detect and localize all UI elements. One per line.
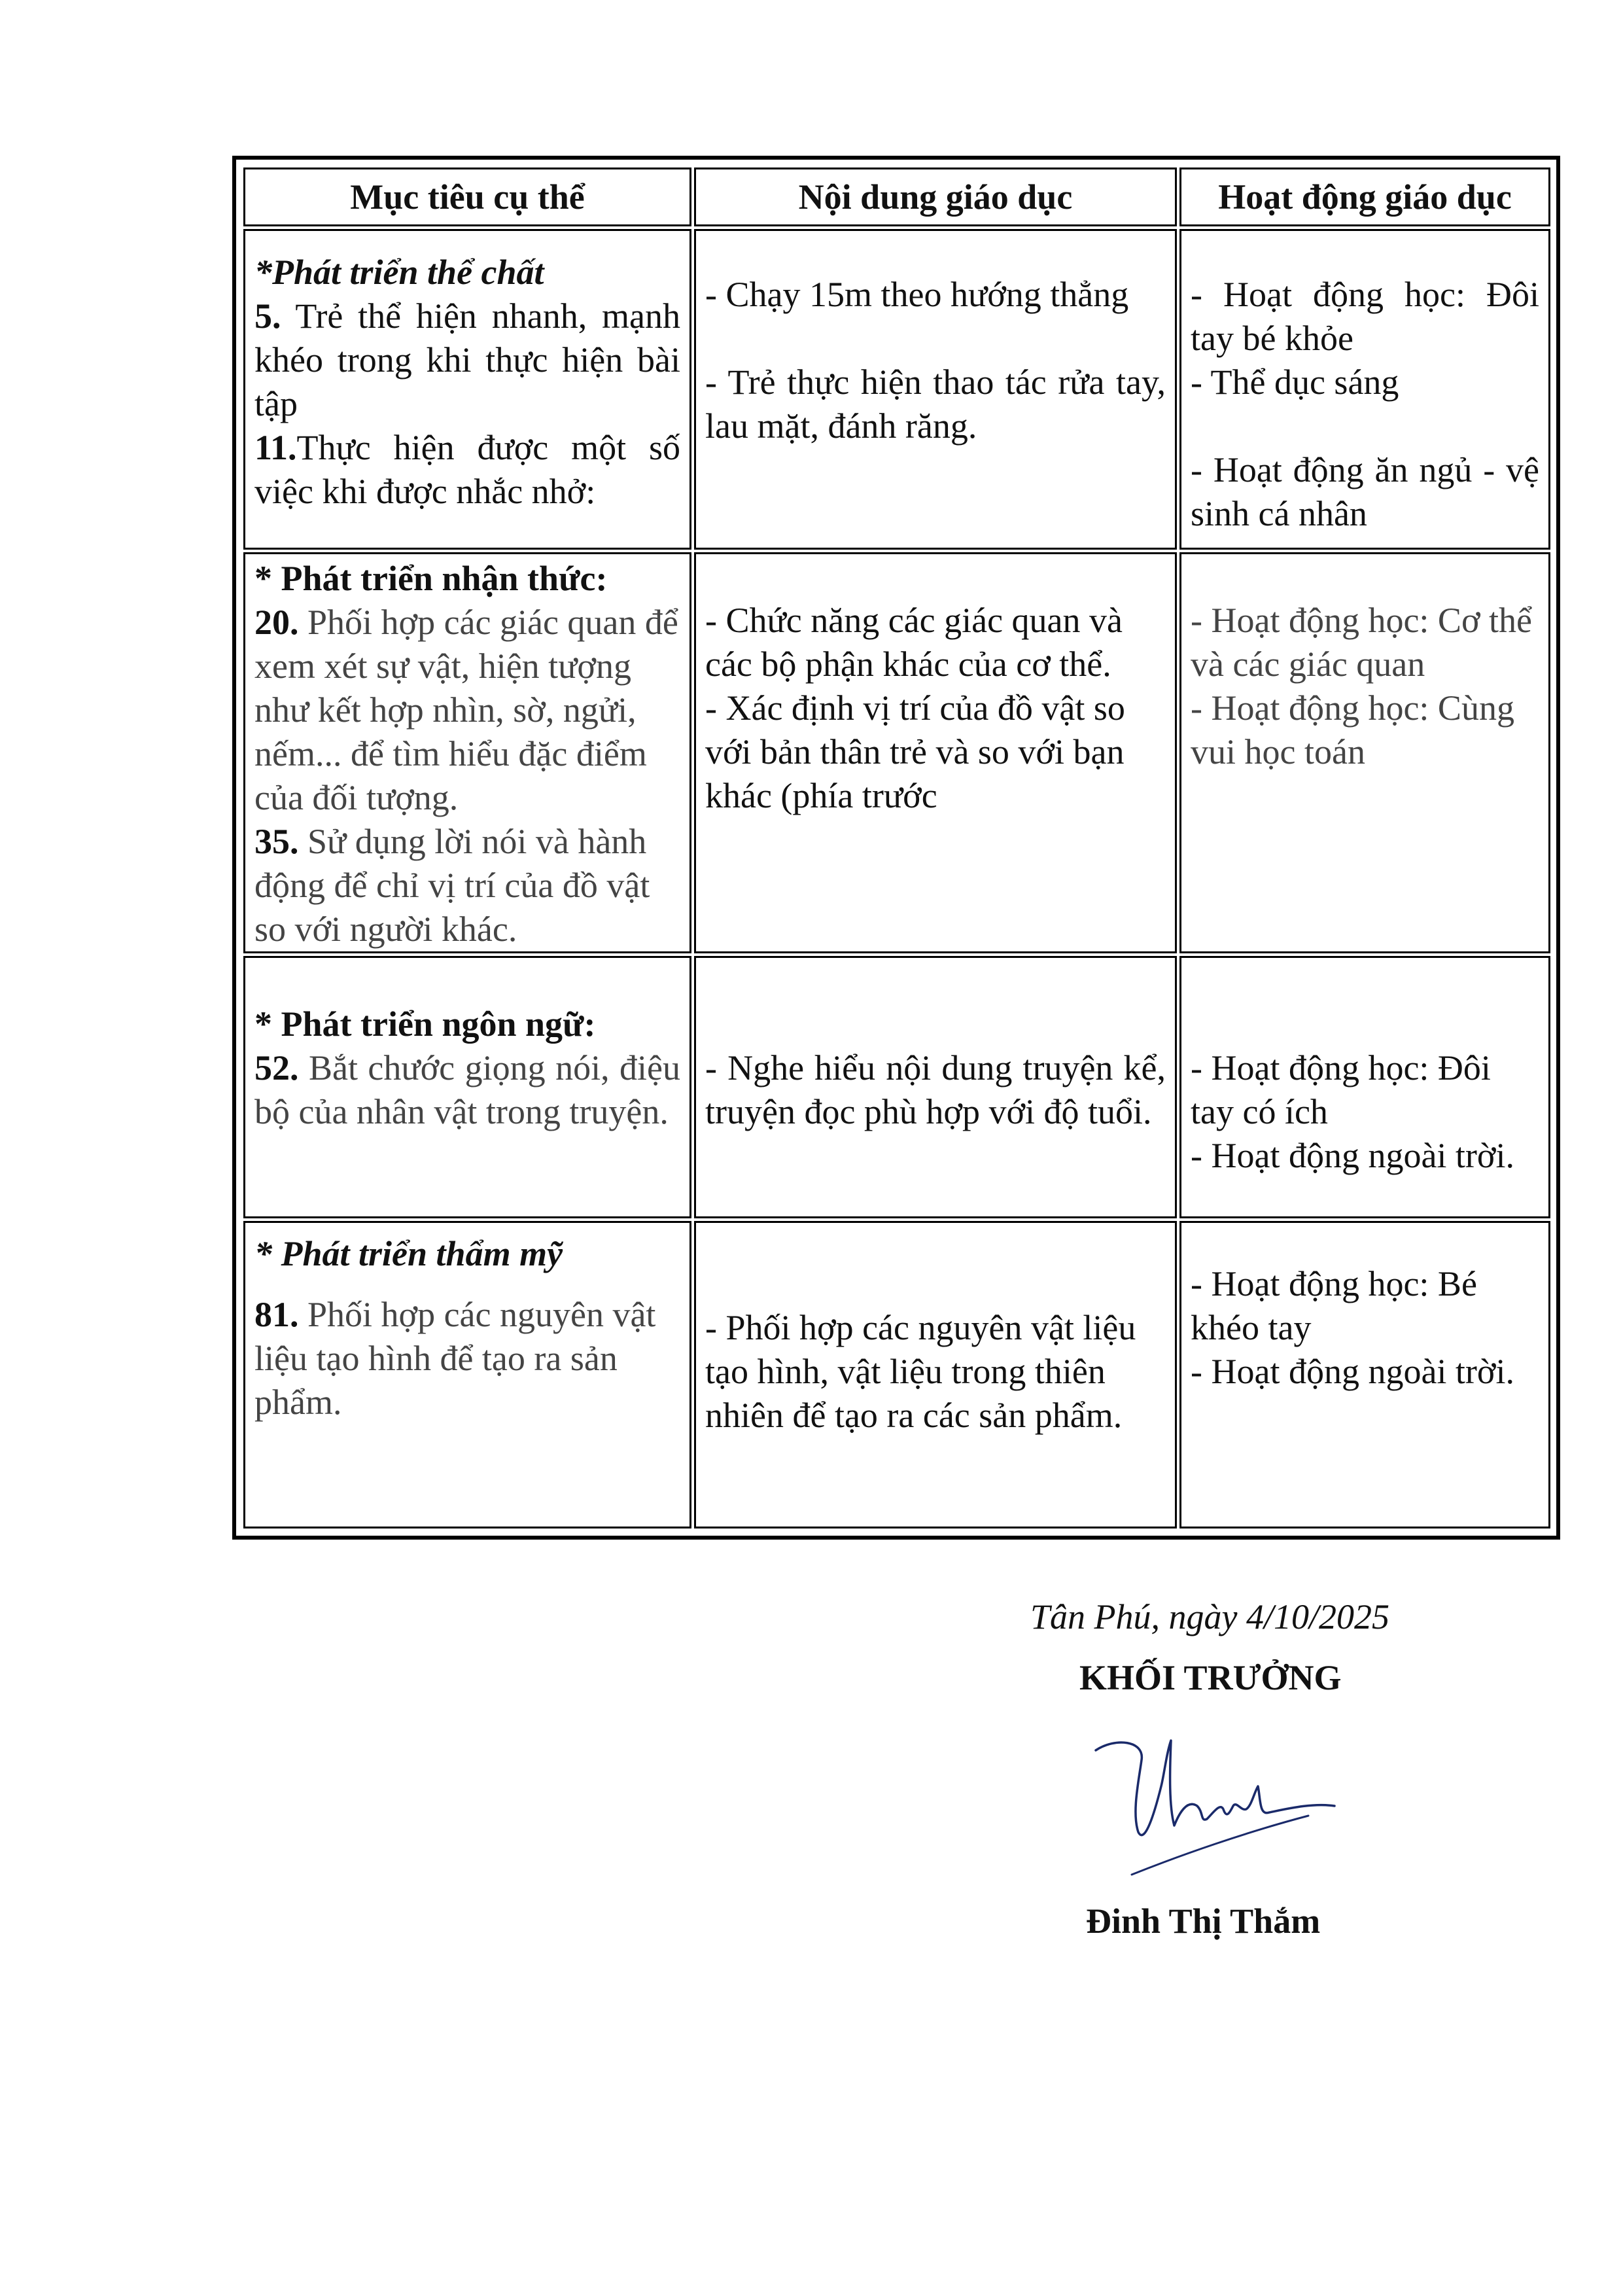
contents-cell bbox=[694, 956, 1177, 1218]
activities-cell bbox=[1179, 229, 1550, 550]
table-row bbox=[243, 956, 1550, 1218]
content-item: - Chạy 15m theo hướng thẳng bbox=[705, 275, 1129, 314]
contents-cell bbox=[694, 552, 1177, 953]
goal-text: Trẻ thể hiện nhanh, mạnh khéo trong khi thực hiện bài tập bbox=[254, 296, 680, 423]
activities-cell bbox=[1179, 956, 1550, 1218]
area-title: * Phát triển nhận thức: bbox=[254, 559, 608, 598]
activities-cell bbox=[1179, 552, 1550, 953]
activity-item: - Hoạt động ngoài trời. bbox=[1191, 1352, 1514, 1391]
activity-item: - Hoạt động học: Bé khéo tay bbox=[1191, 1264, 1477, 1347]
content-item: - Trẻ thực hiện thao tác rửa tay, lau mặt, đánh răng. bbox=[705, 362, 1166, 446]
goal-text: Bắt chước giọng nói, điệu bộ của nhân vật trong truyện. bbox=[254, 1048, 680, 1131]
table-row bbox=[243, 1221, 1550, 1528]
activity-item: - Hoạt động học: Cùng vui học toán bbox=[1191, 688, 1514, 771]
goals-cell bbox=[243, 1221, 691, 1528]
activity-item: - Thể dục sáng bbox=[1191, 362, 1399, 402]
goals-cell bbox=[243, 552, 691, 953]
activity-item: - Hoạt động học: Đôi tay có ích bbox=[1191, 1048, 1491, 1131]
activity-item: - Hoạt động ngoài trời. bbox=[1191, 1136, 1514, 1175]
header-goals: Mục tiêu cụ thể bbox=[243, 168, 691, 226]
goals-cell bbox=[243, 956, 691, 1218]
education-plan-table bbox=[241, 165, 1553, 1531]
header-row bbox=[243, 168, 1550, 226]
table-row bbox=[243, 229, 1550, 550]
header-activities: Hoạt động giáo dục bbox=[1179, 168, 1550, 226]
header-contents: Nội dung giáo dục bbox=[694, 168, 1177, 226]
content-item: - Nghe hiểu nội dung truyện kể, truyện đọc phù hợp với độ tuổi. bbox=[705, 1048, 1166, 1131]
goal-text: Phối hợp các giác quan để xem xét sự vật, hiện tượng như kết hợp nhìn, sờ, ngửi, nếm... để tìm hiểu đặc điểm của đối tượng. bbox=[254, 603, 678, 817]
goal-text: Sử dụng lời nói và hành động để chỉ vị trí của đồ vật so với người khác. bbox=[254, 822, 650, 949]
activity-item: - Hoạt động ăn ngủ - vệ sinh cá nhân bbox=[1191, 450, 1539, 533]
content-item: - Phối hợp các nguyên vật liệu tạo hình, vật liệu trong thiên nhiên để tạo ra các sản phẩm. bbox=[705, 1308, 1136, 1435]
goal-number: 5. bbox=[254, 296, 281, 336]
goals-cell bbox=[243, 229, 691, 550]
goal-number: 11. bbox=[254, 428, 297, 467]
contents-cell bbox=[694, 229, 1177, 550]
content-item: - Chức năng các giác quan và các bộ phận khác của cơ thể. bbox=[705, 601, 1123, 684]
place-date: Tân Phú, ngày 4/10/2025 bbox=[1030, 1597, 1389, 1636]
content-item: - Xác định vị trí của đồ vật so với bản thân trẻ và so với bạn khác (phía trước bbox=[705, 688, 1125, 815]
goal-number: 81. bbox=[254, 1295, 299, 1334]
handwritten-signature bbox=[1083, 1714, 1344, 1884]
goal-text: Phối hợp các nguyên vật liệu tạo hình để tạo ra sản phẩm. bbox=[254, 1295, 656, 1422]
activity-item: - Hoạt động học: Đôi tay bé khỏe bbox=[1191, 275, 1539, 358]
area-title: * Phát triển ngôn ngữ: bbox=[254, 1004, 596, 1044]
table-row bbox=[243, 552, 1550, 953]
signer-name: Đinh Thị Thắm bbox=[1086, 1901, 1321, 1941]
goal-text: Thực hiện được một số việc khi được nhắc nhở: bbox=[254, 428, 680, 511]
contents-cell bbox=[694, 1221, 1177, 1528]
goal-number: 35. bbox=[254, 822, 299, 861]
activities-cell bbox=[1179, 1221, 1550, 1528]
goal-number: 52. bbox=[254, 1048, 299, 1087]
area-title: * Phát triển thẩm mỹ bbox=[254, 1234, 563, 1273]
goal-number: 20. bbox=[254, 603, 299, 642]
activity-item: - Hoạt động học: Cơ thể và các giác quan bbox=[1191, 601, 1532, 684]
signer-title: KHỐI TRƯỞNG bbox=[1079, 1658, 1342, 1697]
area-title: *Phát triển thể chất bbox=[254, 253, 544, 292]
